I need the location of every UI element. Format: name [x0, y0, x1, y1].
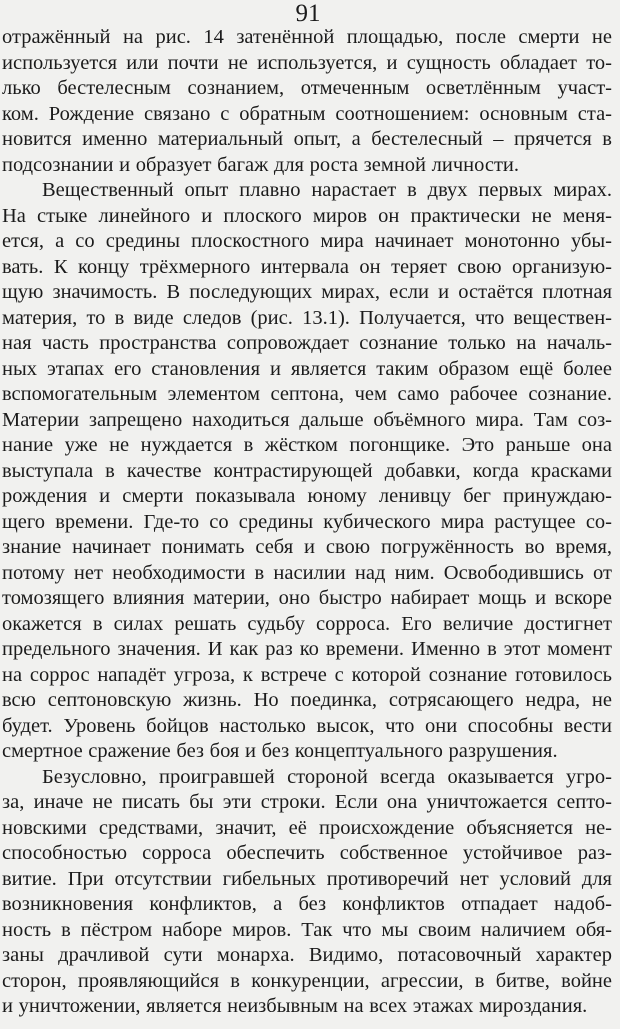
text-line: способностью сорроса обеспечить собственное устойчивое раз-: [2, 842, 612, 864]
text-line: потому нет необходимости в насилии над ним. Освободившись от: [2, 561, 612, 584]
text-line: сторон, проявляющийся в конкуренции, агрессии, в битве, войне: [2, 969, 612, 992]
text-line: на соррос нападёт угроза, к встрече с которой сознание готовилось: [2, 663, 612, 686]
text-line: ность в пёстром наборе миров. Так что мы своим наличием обя-: [2, 918, 612, 941]
text-line: вспомогательным элементом септона, чем само рабочее сознание.: [2, 383, 612, 405]
text-line: знание начинает понимать себя и свою погружённость во время,: [2, 536, 612, 558]
text-line: ная часть пространства сопровождает сознание только на началь-: [2, 332, 612, 354]
text-line: щую значимость. В последующих мирах, если и остаётся плотная: [2, 281, 612, 303]
text-line: материя, то в виде следов (рис. 13.1). Получается, что веществен-: [2, 306, 612, 329]
text-line: окажется в силах решать судьбу сорроса. Его величие достигнет: [2, 612, 612, 635]
text-line: Материи запрещено находиться дальше объёмного мира. Там соз-: [2, 408, 612, 431]
text-line: подсознании и образует багаж для роста земной личности.: [2, 153, 520, 176]
page-number: 91: [295, 0, 321, 27]
text-line: На стыке линейного и плоского миров он практически не меня-: [2, 204, 612, 227]
text-line: новскими средствами, значит, её происхождение объясняется не-: [2, 816, 612, 839]
text-line: отражённый на рис. 14 затенённой площадью, после смерти не: [2, 26, 612, 48]
text-line: вать. К концу трёхмерного интервала он теряет свою организую-: [2, 255, 612, 278]
text-line: заны драчливой сути монарха. Видимо, потасовочный характер: [2, 944, 612, 966]
text-line: и уничтожении, является неизбывным на всех этажах мироздания.: [2, 995, 588, 1017]
text-body: [2, 25, 612, 1020]
text-line: выступала в качестве контрастирующей добавки, когда красками: [2, 459, 612, 482]
text-line: смертное сражение без боя и без концептуального разрушения.: [2, 740, 558, 762]
text-line: за, иначе не писать бы эти строки. Если она уничтожается септо-: [2, 791, 612, 813]
text-line: новится именно материальный опыт, а бестелесный – прячется в: [2, 128, 612, 150]
text-line: щего времени. Где-то со средины кубического мира растущее со-: [2, 510, 612, 533]
text-line: всю септоновскую жизнь. Но поединка, сотрясающего недра, не: [2, 689, 612, 711]
text-line: предельного значения. И как раз ко времени. Именно в этот момент: [2, 638, 612, 660]
text-line: нание уже не нуждается в жёстком погонщике. Это раньше она: [2, 434, 612, 456]
text-line: рождения и смерти показывала юному ленивцу бег принуждаю-: [2, 485, 612, 507]
text-line: Безусловно, проигравшей стороной всегда оказывается угро-: [42, 765, 612, 788]
text-line: Вещественный опыт плавно нарастает в двух первых мирах.: [42, 179, 612, 201]
text-line: используется или почти не используется, и сущность обладает то-: [2, 51, 612, 74]
text-line: будет. Уровень бойцов настолько высок, что они способны вести: [2, 714, 612, 737]
text-line: ется, а со средины плоскостного мира начинает монотонно убы-: [2, 230, 612, 252]
text-line: лько бестелесным сознанием, отмеченным осветлённым участ-: [2, 77, 612, 99]
text-line: возникновения конфликтов, а без конфликтов отпадает надоб-: [2, 893, 612, 915]
text-line: ных этапах его становления и является таким образом ещё более: [2, 357, 612, 380]
text-line: витие. При отсутствии гибельных противоречий нет условий для: [2, 867, 612, 890]
text-line: томозящего влияния материи, оно быстро набирает мощь и вскоре: [2, 587, 612, 609]
text-line: ком. Рождение связано с обратным соотношением: основным ста-: [2, 102, 612, 125]
